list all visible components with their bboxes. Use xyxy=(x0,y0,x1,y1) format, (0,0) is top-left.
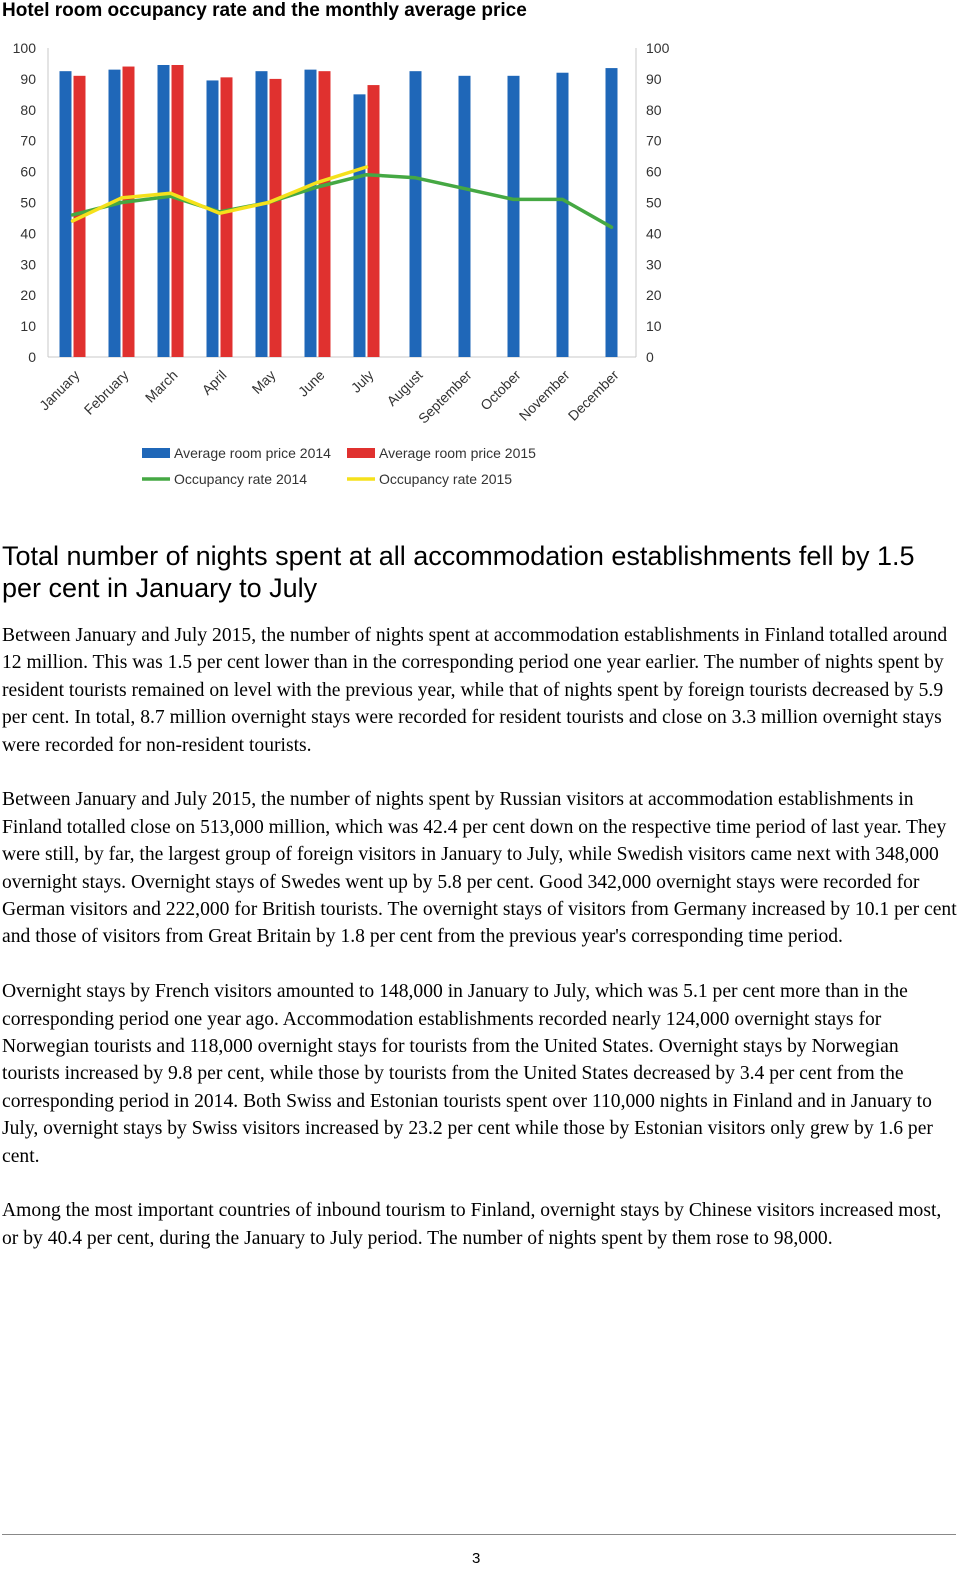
y-tick-label-right: 90 xyxy=(646,70,662,87)
bar-price-2014 xyxy=(459,76,471,357)
bar-price-2014 xyxy=(256,71,268,357)
x-tick-label: February xyxy=(80,366,132,418)
y-tick-label-left: 50 xyxy=(20,194,36,211)
x-tick-label: July xyxy=(347,366,377,396)
y-tick-label-left: 80 xyxy=(20,101,36,118)
bar-price-2015 xyxy=(319,71,331,357)
bar-price-2014 xyxy=(109,70,121,357)
bar-price-2014 xyxy=(606,68,618,357)
y-tick-label-left: 10 xyxy=(20,318,36,335)
legend-swatch xyxy=(142,448,170,458)
y-tick-label-right: 10 xyxy=(646,318,662,335)
bar-price-2014 xyxy=(60,71,72,357)
paragraph: Between January and July 2015, the number of nights spent by Russian visitors at accommodation establishments in Finland totalled close on 513,000 million, which was 42.4 per cent down on the respective time period of last year. They were still, by far, the largest group of foreign visitors in January to July, while Swedish visitors came next with 348,000 overnight stays. Overnight stays of Swedes went up by 5.8 per cent. Good 342,000 overnight stays were recorded for German visitors and 222,000 for British tourists. The overnight stays of visitors from Germany increased by 10.1 per cent and those of visitors from Great Britain by 1.8 per cent from the previous year's corresponding time period. xyxy=(2,789,957,948)
y-tick-label-right: 20 xyxy=(646,287,662,304)
bar-price-2014 xyxy=(410,71,422,357)
legend-swatch xyxy=(347,448,375,458)
page-number: 3 xyxy=(472,1550,481,1567)
footer-rule xyxy=(2,1534,956,1535)
bar-price-2014 xyxy=(305,70,317,357)
bar-price-2015 xyxy=(172,65,184,357)
x-tick-label: April xyxy=(198,366,230,398)
section-heading: Total number of nights spent at all accommodation establishments fell by 1.5 per cent in January to July xyxy=(2,541,915,603)
y-tick-label-right: 40 xyxy=(646,225,662,242)
body-text xyxy=(2,622,958,1280)
legend-label: Average room price 2014 xyxy=(174,445,331,461)
y-tick-label-left: 0 xyxy=(28,349,36,365)
paragraph: Between January and July 2015, the number of nights spent at accommodation establishments in Finland totalled around 12 million. This was 1.5 per cent lower than in the corresponding period one year earlier. The number of nights spent by resident tourists remained on level with the previous year, while that of nights spent by foreign tourists decreased by 5.9 per cent. In total, 8.7 million overnight stays were recorded for resident tourists and close on 3.3 million overnight stays were recorded for non-resident tourists. xyxy=(2,625,948,756)
x-tick-label: November xyxy=(515,366,573,424)
y-tick-label-right: 80 xyxy=(646,101,662,118)
chart-title: Hotel room occupancy rate and the monthly average price xyxy=(2,0,527,21)
x-tick-label: August xyxy=(383,366,426,409)
bar-price-2015 xyxy=(368,85,380,357)
paragraph: Overnight stays by French visitors amounted to 148,000 in January to July, which was 5.1 per cent more than in the corresponding period one year ago. Accommodation establishments recorded nearly 124,000 overnight stays for Norwegian tourists and 118,000 overnight stays for tourists from the United States. Overnight stays by Norwegian tourists increased by 9.8 per cent, while those by tourists from the United States decreased by 3.4 per cent from the corresponding period in 2014. Both Swiss and Estonian tourists spent over 110,000 nights in Finland and in January to July, overnight stays by Swiss visitors increased by 23.2 per cent while those by Estonian visitors only grew by 1.6 per cent. xyxy=(2,981,933,1167)
y-tick-label-right: 100 xyxy=(646,40,670,56)
y-tick-label-left: 90 xyxy=(20,70,36,87)
legend-label: Occupancy rate 2014 xyxy=(174,471,308,487)
bar-price-2015 xyxy=(123,67,135,357)
y-tick-label-left: 40 xyxy=(20,225,36,242)
y-tick-label-right: 30 xyxy=(646,256,662,273)
x-tick-label: January xyxy=(36,366,83,414)
y-tick-label-right: 70 xyxy=(646,132,662,149)
bar-price-2014 xyxy=(158,65,170,357)
y-tick-label-left: 20 xyxy=(20,287,36,304)
y-tick-label-right: 0 xyxy=(646,349,654,365)
y-tick-label-left: 100 xyxy=(12,40,36,56)
bar-price-2014 xyxy=(557,73,569,357)
line-occupancy-2014 xyxy=(73,175,612,228)
y-tick-label-left: 60 xyxy=(20,163,36,180)
bar-price-2014 xyxy=(354,94,366,357)
hotel-occupancy-chart xyxy=(0,0,960,500)
y-tick-label-left: 70 xyxy=(20,132,36,149)
x-tick-label: May xyxy=(248,366,279,397)
x-tick-label: June xyxy=(294,366,328,400)
bar-price-2014 xyxy=(207,80,219,357)
x-tick-label: September xyxy=(414,366,475,427)
y-tick-label-right: 60 xyxy=(646,163,662,180)
legend-label: Average room price 2015 xyxy=(379,445,536,461)
y-tick-label-right: 50 xyxy=(646,194,662,211)
x-tick-label: December xyxy=(564,366,622,424)
y-tick-label-left: 30 xyxy=(20,256,36,273)
bar-price-2014 xyxy=(508,76,520,357)
x-tick-label: March xyxy=(141,366,181,406)
legend-label: Occupancy rate 2015 xyxy=(379,471,513,487)
bar-price-2015 xyxy=(221,77,233,357)
bar-price-2015 xyxy=(270,79,282,357)
paragraph: Among the most important countries of inbound tourism to Finland, overnight stays by Chinese visitors increased most, or by 40.4 per cent, during the January to July period. The number of nights spent by them rose to 98,000. xyxy=(2,1200,942,1249)
x-tick-label: October xyxy=(477,366,524,414)
